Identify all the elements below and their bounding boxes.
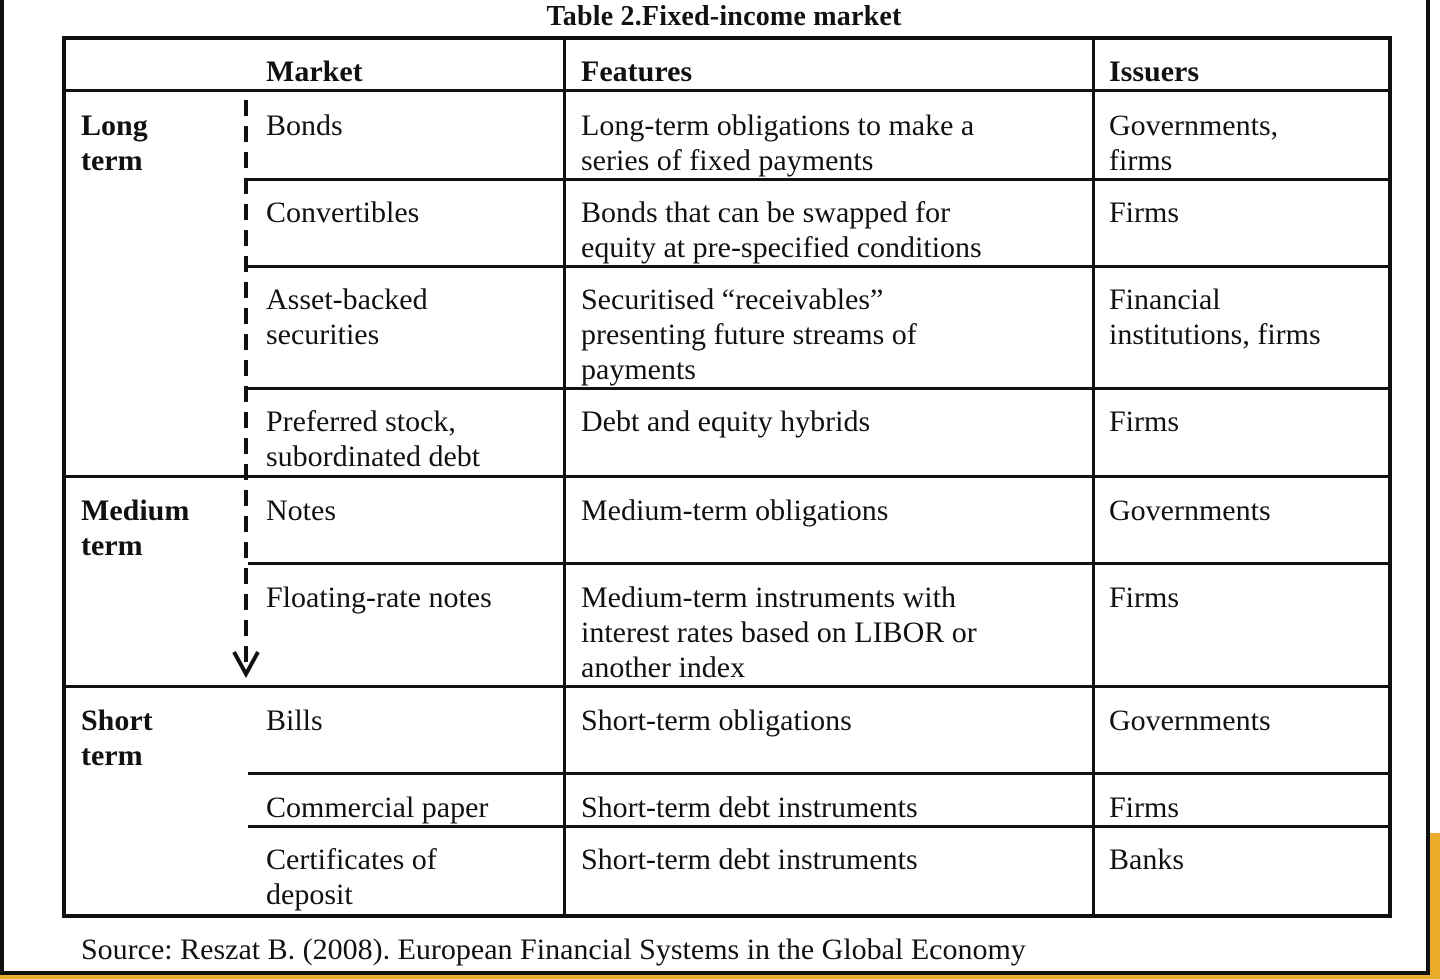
issuers-cell: Banks: [1109, 843, 1184, 876]
market-cell: Floating-rate notes: [266, 581, 492, 614]
issuers-cell: Financial: [1109, 283, 1221, 316]
market-cell: securities: [266, 318, 380, 351]
features-cell: payments: [581, 353, 696, 386]
issuers-cell: institutions, firms: [1109, 318, 1321, 351]
features-cell: Debt and equity hybrids: [581, 405, 871, 438]
features-cell: Bonds that can be swapped for: [581, 196, 951, 229]
market-cell: subordinated debt: [266, 440, 481, 473]
market-cell: Notes: [266, 494, 336, 527]
issuers-cell: Governments: [1109, 494, 1271, 527]
table-title: Table 2.Fixed-income market: [546, 1, 902, 32]
market-cell: Certificates of: [266, 843, 437, 876]
row-divider: [248, 178, 1392, 181]
row-divider: [248, 562, 1392, 565]
market-cell: deposit: [266, 878, 353, 911]
features-cell: Long-term obligations to make a: [581, 109, 975, 142]
row-divider: [248, 387, 1392, 390]
features-cell: Short-term debt instruments: [581, 791, 918, 824]
header-divider: [62, 89, 1392, 92]
issuers-cell: Firms: [1109, 405, 1180, 438]
features-cell: equity at pre-specified conditions: [581, 231, 982, 264]
row-divider: [248, 265, 1392, 268]
term-long-line2: term: [81, 144, 143, 177]
market-cell: Preferred stock,: [266, 405, 456, 438]
market-cell: Asset-backed: [266, 283, 428, 316]
section-divider: [62, 685, 1392, 688]
maturity-arrow-icon: [230, 96, 262, 682]
issuers-cell: firms: [1109, 144, 1173, 177]
row-divider: [248, 825, 1392, 828]
features-cell: Securitised “receivables”: [581, 283, 884, 316]
term-medium-line1: Medium: [81, 494, 190, 527]
market-cell: Commercial paper: [266, 791, 489, 824]
header-features: Features: [581, 55, 693, 88]
market-cell: Bonds: [266, 109, 343, 142]
features-cell: Medium-term obligations: [581, 494, 889, 527]
features-cell: Short-term debt instruments: [581, 843, 918, 876]
features-cell: interest rates based on LIBOR or: [581, 616, 977, 649]
term-long-line1: Long: [81, 109, 148, 142]
market-cell: Convertibles: [266, 196, 420, 229]
term-short-line1: Short: [81, 704, 153, 737]
features-cell: another index: [581, 651, 746, 684]
features-cell: Medium-term instruments with: [581, 581, 956, 614]
header-market: Market: [266, 55, 363, 88]
issuers-cell: Governments: [1109, 704, 1271, 737]
row-divider: [248, 772, 1392, 775]
source-citation: Source: Reszat B. (2008). European Financial Systems in the Global Economy: [81, 933, 1026, 966]
issuers-cell: Firms: [1109, 581, 1180, 614]
market-cell: Bills: [266, 704, 323, 737]
header-issuers: Issuers: [1109, 55, 1200, 88]
term-medium-line2: term: [81, 529, 143, 562]
issuers-cell: Firms: [1109, 791, 1180, 824]
features-cell: series of fixed payments: [581, 144, 874, 177]
term-short-line2: term: [81, 739, 143, 772]
issuers-cell: Governments,: [1109, 109, 1279, 142]
features-cell: presenting future streams of: [581, 318, 917, 351]
features-cell: Short-term obligations: [581, 704, 852, 737]
issuers-cell: Firms: [1109, 196, 1180, 229]
